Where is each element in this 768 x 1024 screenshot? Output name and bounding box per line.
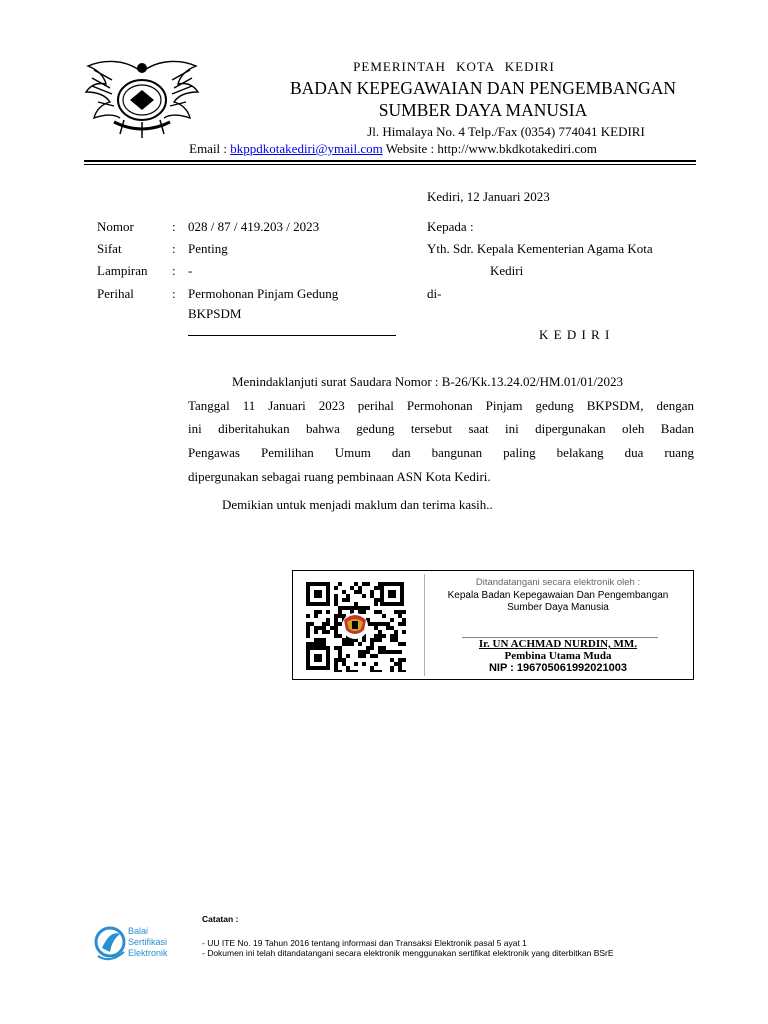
website-label: Website : (382, 141, 438, 156)
field-value-perihal-line2: BKPSDM (188, 306, 242, 321)
signature-position-line2: Sumber Daya Manusia (507, 602, 609, 613)
field-value-perihal: Permohonan Pinjam Gedung (188, 286, 339, 301)
field-value-nomor: 028 / 87 / 419.203 / 2023 (188, 219, 320, 234)
email-link[interactable]: bkppdkotakediri@ymail.com (230, 141, 383, 156)
signature-position-line1: Kepala Badan Kepegawaian Dan Pengembangan (447, 590, 669, 601)
footer-note: - Dokumen ini telah ditandatangani secara elektronik menggunakan sertifikat elektronik yang diterbitkan BSrE (202, 948, 614, 958)
recipient-city: K E D I R I (539, 327, 611, 342)
bsre-logo-text: Elektronik (128, 948, 168, 958)
website-link[interactable]: http://www.bkdkotakediri.com (437, 141, 597, 156)
letterhead-agency-line2: SUMBER DAYA MANUSIA (378, 100, 588, 120)
signature-signed-by-label: Ditandatangani secara elektronik oleh : (475, 577, 641, 588)
field-label-lampiran: Lampiran (97, 263, 148, 278)
field-colon: : (172, 241, 176, 256)
body-paragraph-1 (188, 370, 694, 489)
place-date: Kediri, 12 Januari 2023 (427, 189, 550, 204)
body-line: Menindaklanjuti surat Saudara Nomor : B-26/Kk.13.24.02/HM.01/01/2023 (232, 374, 624, 389)
bsre-logo-text: Sertifikasi (128, 937, 168, 947)
letterhead-rule-thin (84, 164, 696, 165)
letterhead-agency-line1: BADAN KEPEGAWAIAN DAN PENGEMBANGAN (289, 78, 677, 98)
field-label-nomor: Nomor (97, 219, 134, 234)
recipient-line2: Kediri (490, 263, 524, 278)
body-line: Pengawas Pemilihan Umum dan bangunan paling belakang dua ruang (188, 445, 694, 461)
recipient-line1: Yth. Sdr. Kepala Kementerian Agama Kota (427, 241, 653, 256)
field-value-sifat: Penting (188, 241, 228, 256)
footer-note: - UU ITE No. 19 Tahun 2016 tentang informasi dan Transaksi Elektronik pasal 5 ayat 1 (202, 938, 527, 948)
body-line: dipergunakan sebagai ruang pembinaan ASN Kota Kediri. (188, 468, 491, 484)
garuda-emblem-icon (84, 56, 200, 140)
field-colon: : (172, 263, 176, 278)
letterhead-contact (0, 141, 768, 157)
signature-name: Ir. UN ACHMAD NURDIN, MM. (478, 638, 638, 650)
footer-notes-title: Catatan : (202, 914, 239, 924)
recipient-to: Kepada : (427, 219, 474, 234)
email-label: Email : (189, 141, 231, 156)
body-line: Tanggal 11 Januari 2023 perihal Permohonan Pinjam gedung BKPSDM, dengan (188, 397, 694, 413)
field-value-lampiran: - (188, 263, 193, 278)
field-label-sifat: Sifat (97, 241, 122, 256)
qr-code-icon (304, 580, 406, 672)
signature-divider (424, 574, 425, 676)
body-paragraph-2: Demikian untuk menjadi maklum dan terima kasih.. (222, 497, 493, 512)
field-colon: : (172, 219, 176, 234)
letterhead-address: Jl. Himalaya No. 4 Telp./Fax (0354) 774041 KEDIRI (367, 124, 645, 139)
bsre-logo-text: Balai (128, 926, 149, 936)
body-line: ini diberitahukan bahwa gedung tersebut saat ini dipergunakan oleh Badan (188, 421, 694, 437)
signature-rank: Pembina Utama Muda (504, 650, 612, 662)
perihal-underline (188, 335, 396, 336)
letterhead-government: PEMERINTAH KOTA KEDIRI (353, 59, 555, 74)
field-label-perihal: Perihal (97, 286, 134, 301)
recipient-di: di- (427, 286, 442, 301)
signature-nip: NIP : 196705061992021003 (488, 662, 628, 674)
bsre-logo-icon (94, 922, 188, 966)
letterhead-rule-thick (84, 160, 696, 162)
field-colon: : (172, 286, 176, 301)
